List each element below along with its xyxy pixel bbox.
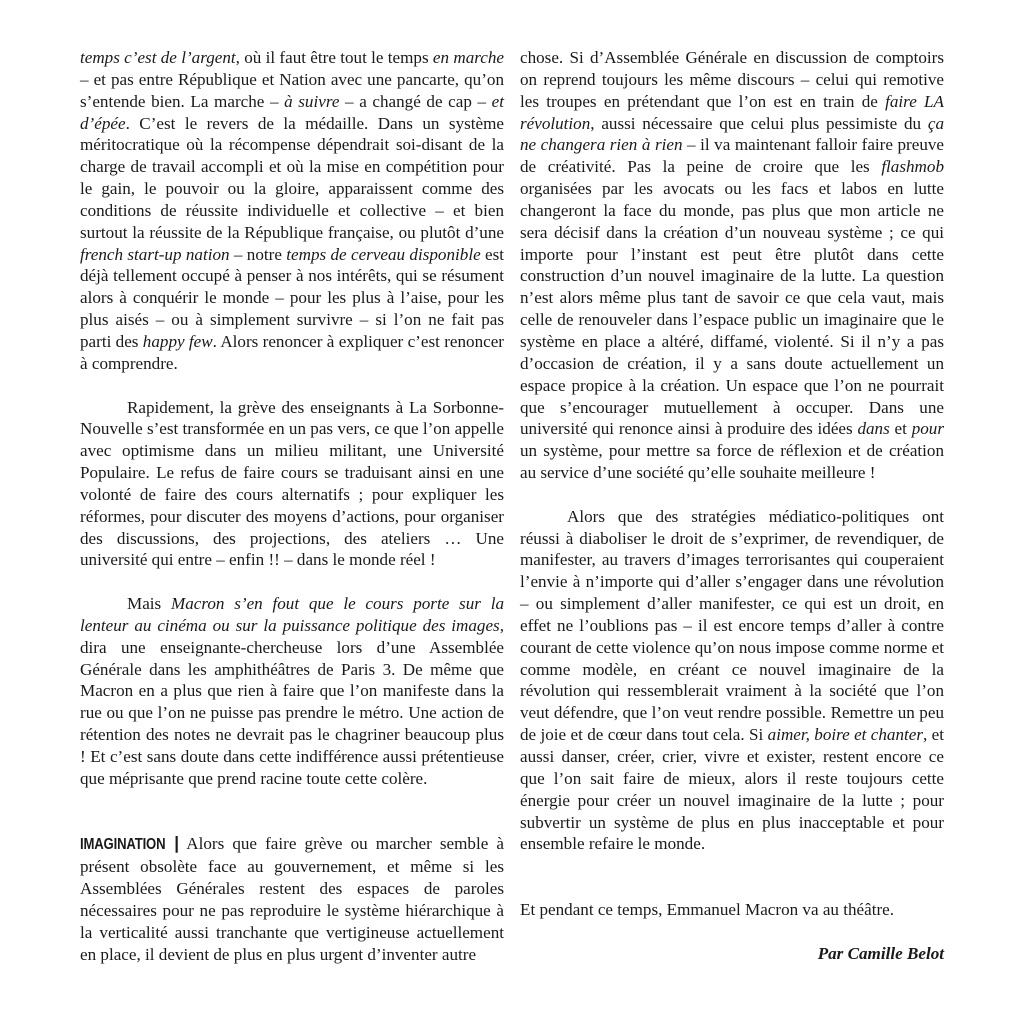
text-run: est déjà tellement occupé à penser à nos intérêts, qui se résument alors à conquérir le monde – pour les plus à l’aise, pour les plus aisés – ou à simplement survivre – si l’on ne fait pas parti des [80,244,504,351]
italic-run: french start-up nation [80,244,230,264]
text-run: . Alors renoncer à expliquer c’est renoncer à comprendre. [80,331,504,373]
text-run: Rapidement, la grève des enseignants à La Sorbonne-Nouvelle s’est transformée en un pas vers, ce que l’on appelle avec optimisme dans un milieu militant, une Université Populaire. Le refus de faire cours se traduisant ainsi en une volonté de faire des cours alternatifs ; pour expliquer les réformes, pour discuter des moyens d’actions, pour organiser des discussions, des projections, des ateliers … Une université qui entre – enfin !! – dans le monde réel ! [80,397,504,570]
italic-run: aimer, boire et chanter [767,725,924,745]
text-run: , aussi nécessaire que celui plus pessimiste du [590,113,928,133]
text-run: Alors que des stratégies médiatico-politiques ont réussi à diaboliser le droit de s’exprimer, de revendiquer, de manifester, au travers d’images terrorisantes qui couperaient l’envie à n’importe qui d’aller s’engager dans une révolution – ou simplement d’aller manifester, ce qui est un droit, en effet ne l’oublions pas – il est encore temps d’aller à contre courant de cette violence qu’on nous impose comme norme et comme modèle, en créant ce nouvel imaginaire de la révolution qui ressemblerait vraiment à la société que l’on veut défendre, que l’on veut rendre possible. Remettre un peu de joie et de cœur dans tout cela. Si [520,506,944,745]
right-column [520,47,944,964]
italic-run: à suivre [284,91,340,111]
paragraph [520,506,944,856]
text-run: , et aussi danser, créer, crier, vivre et exister, restent encore ce que l’on sait faire de mieux, alors il reste toujours cette énergie pour créer un nouvel imaginaire de la lutte ; pour subvertir un système de plus en plus inacceptable et pour ensemble refaire le monde. [520,725,944,854]
italic-run: en marche [432,48,504,67]
italic-run: faire LA révolution [520,91,944,133]
section-separator: | [174,834,180,854]
italic-run: ça ne changera rien à rien [520,113,944,155]
italic-run: happy few [142,331,213,351]
italic-run: flashmob [881,157,944,177]
text-run: et [889,419,912,439]
italic-run: Macron s’en fout que le cours porte sur la lenteur au cinéma ou sur la puissance politique des images [80,594,504,635]
italic-run: temps c’est de l’argent [80,48,236,67]
text-run: Mais [127,594,171,614]
text-run: un système, pour mettre sa force de réflexion et de création au service d’une société qu’elle souhaite meilleure ! [520,441,944,483]
text-run: organisées par les avocats ou les facs et labos en lutte changeront la face du monde, pas plus que mon article ne sera décisif dans la création d’un nouveau système ; ce qui importe pour l’instant est peut être plutôt dans cette construction d’un nouvel imaginaire de la lutte. La question n’est alors même plus tant de savoir ce que cela vaut, mais celle de renouveler dans l’espace public un imaginaire que le système en place a altéré, diffamé, violenté. Si il n’y a pas d’occasion de création, il y a sans doute actuellement un espace propice à la création. Un espace que l’on ne pourrait que s’encourager mutuellement à occuper. Dans une université qui renonce ainsi à produire des idées [520,179,944,439]
italic-run: temps de cerveau disponible [286,244,481,264]
left-column [80,47,504,965]
text-run: , dira une enseignante-chercheuse lors d’une Assemblée Générale dans les amphithéâtres de Paris 3. De même que Macron en a plus que rien à faire que l’on manifeste dans la rue ou que l’on ne puisse pas prendre le métro. Une action de rétention des notes ne devrait pas le chagriner beaucoup plus ! Et c’est sans doute dans cette indifférence aussi prétentieuse que méprisante que prend racine toute cette colère. [80,615,504,788]
paragraph [80,397,504,572]
section-paragraph [80,833,504,965]
paragraph [80,593,504,790]
text-run: – a changé de cap – [339,91,492,111]
text-run: , où il faut être tout le temps [235,48,433,67]
italic-run: et d’épée [80,91,504,133]
text-run: chose. Si d’Assemblée Générale en discussion de comptoirs on reprend toujours les même discours – celui qui remotive les troupes en prétendant que l’on est en train de [520,48,944,111]
italic-run: pour [911,419,944,439]
section-heading: IMAGINATION [80,836,166,854]
text-run: – il va maintenant falloir faire preuve de créativité. Pas la peine de croire que les [520,135,945,177]
paragraph [520,47,944,484]
closing-line: Et pendant ce temps, Emmanuel Macron va au théâtre. [520,899,895,919]
text-run: – notre [229,244,287,264]
paragraph [80,47,504,375]
text-run: Alors que faire grève ou marcher semble à présent obsolète face au gouvernement, et même si les Assemblées Générales restent des espaces de paroles nécessaires pour ne pas reproduire le système hiérarchique à la verticalité aussi tranchante que vertigineuse actuellement en place, il devient de plus en plus urgent d’inventer autre [80,834,504,964]
text-run: – et pas entre République et Nation avec une pancarte, qu’on s’entende bien. La marche – [80,69,504,111]
text-run: . C’est le revers de la médaille. Dans un système méritocratique où la récompense dépendrait soi-disant de la charge de travail accompli et où la mise en compétition pour le gain, le pouvoir ou la gloire, apparaissent comme des conditions de réussite individuelle et collective – et bien surtout la réussite de la République française, ou plutôt d’une [80,113,504,242]
author-signature: Par Camille Belot [817,943,944,963]
italic-run: dans [857,419,890,439]
